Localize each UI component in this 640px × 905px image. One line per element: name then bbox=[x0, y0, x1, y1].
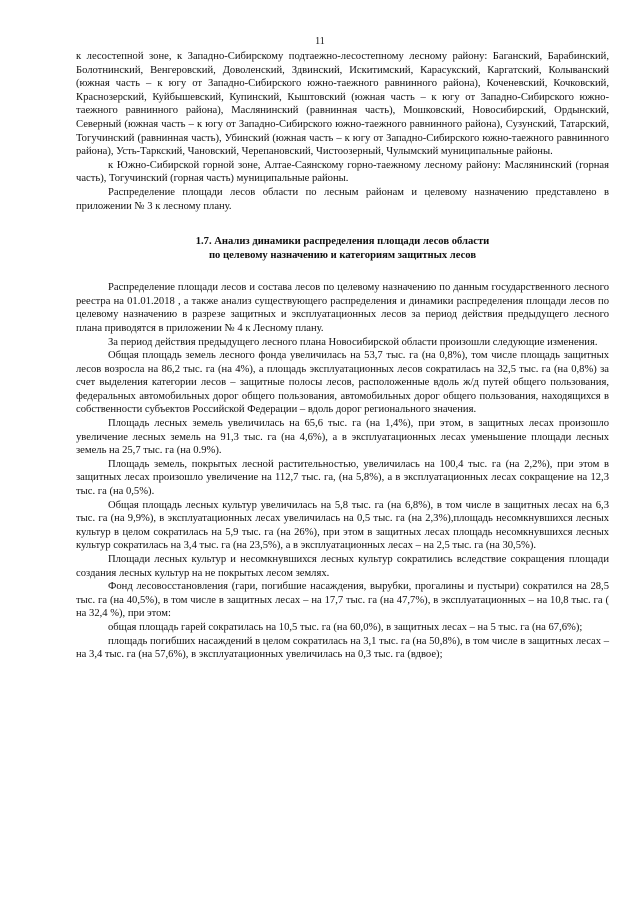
paragraph-distribution-reference: Распределение площади лесов области по лесным районам и целевому назначению представлено в приложении № 3 к лесному плану. bbox=[76, 186, 609, 212]
paragraph-analysis-intro: Распределение площади лесов и состава лесов по целевому назначению по данным государственного лесного реестра на 01.01.2018 , а также анализ существующего распределения и динамики распределения площади лесов по целевому назначению в разрезе защитных и эксплуатационных лесов за период действия предыдущего лесного плана приводятся в приложении № 4 к Лесному плану. bbox=[76, 282, 609, 334]
section-heading bbox=[76, 235, 609, 263]
paragraph-forest-cultures: Общая площадь лесных культур увеличилась на 5,8 тыс. га (на 6,8%), в том числе в защитных лесах на 6,3 тыс. га (на 9,9%), в эксплуатационных лесах увеличилась на 0,5 тыс. га (на 2,3%),площадь несомкнувшихся лесных культур в целом сократилась на 5,9 тыс. га (на 26%), при этом в защитных лесах площадь несомкнувшихся лесных культур сократилась на 3,4 тыс. га (на 23,5%), а в эксплуатационных лесах – на 2,5 тыс. га (на 30,5%). bbox=[76, 499, 609, 552]
section-heading-line-1: 1.7. Анализ динамики распределения площади лесов области bbox=[195, 236, 490, 248]
paragraph-cultures-decrease: Площади лесных культур и несомкнувшихся лесных культур сократились вследствие сокращения площади создания лесных культур на не покрытых лесом землях. bbox=[76, 554, 609, 579]
paragraph-forest-lands: Площадь лесных земель увеличилась на 65,6 тыс. га (на 1,4%), при этом, в защитных лесах произошло увеличение лесных земель на 91,3 тыс. га (на 4,6%), а в эксплуатационных лесах уменьшение площади лесных земель на 25,7 тыс. га (на 0.9%). bbox=[76, 418, 609, 457]
document-body bbox=[76, 50, 609, 662]
paragraph-total-area: Общая площадь земель лесного фонда увеличилась на 53,7 тыс. га (на 0,8%), том числе площадь защитных лесов возросла на 86,2 тыс. га (на 4%), а площадь эксплуатационных лесов сократилась на 32,5 тыс. га (на 0,8%) за счет выделения категории лесов – защитные полосы лесов, расположенные вдоль ж/д путей общего пользования, федеральных автомобильных дорог общего пользования, автомобильных дорог общего пользования, находящихся в собственности субъектов Российской Федерации – вдоль дорог регионального значения. bbox=[76, 350, 609, 416]
paragraph-dead-stands: площадь погибших насаждений в целом сократилась на 3,1 тыс. га (на 50,8%), в том числе в защитных лесах – на 3,4 тыс. га (на 57,6%), в эксплуатационных увеличилась на 0,3 тыс. га (вдвое); bbox=[76, 635, 609, 661]
paragraph-covered-lands: Площадь земель, покрытых лесной растительностью, увеличилась на 100,4 тыс. га (на 2,2%), при этом в защитных лесах произошло увеличение на 112,7 тыс. га, (на 5,8%), а в эксплуатационных лесах сокращение на 12,3 тыс. га (на 0,5%). bbox=[76, 458, 609, 498]
paragraph-forest-steppe-zone: к лесостепной зоне, к Западно-Сибирскому подтаежно-лесостепному лесному району: Баганский, Барабинский, Болотнинский, Венгеровский, Доволенский, Здвинский, Искитимский, Карасукский, Каргатский, Колыванский (южная часть – к югу от Западно-Сибирского южно-таежного равнинного района), Коченевский, Кочковский, Краснозерский, Куйбышевский, Купинский, Кыштовский (южная часть – к югу от Западно-Сибирского южно-таежного равнинного района), Маслянинский (равнинная часть), Мошковский, Новосибирский, Ордынский, Северный (южная часть – к югу от Западно-Сибирского южно-таежного равнинного района), Сузунский, Татарский, Тогучинский (равнинная часть), Убинский (южная часть – к югу от Западно-Сибирского южно-таежного равнинного района), Усть-Таркский, Чановский, Черепановский, Чистоозерный, Чулымский муниципальные районы. bbox=[76, 51, 609, 158]
paragraph-burned-areas: общая площадь гарей сократилась на 10,5 тыс. га (на 60,0%), в защитных лесах – на 5 тыс. га (на 67,6%); bbox=[108, 621, 583, 633]
paragraph-changes-intro: За период действия предыдущего лесного плана Новосибирской области произошли следующие изменения. bbox=[108, 336, 598, 348]
page-number: 11 bbox=[315, 36, 325, 47]
paragraph-mountain-zone: к Южно-Сибирской горной зоне, Алтае-Саянскому горно-таежному лесному району: Маслянинский (горная часть), Тогучинский (горная часть) муниципальные районы. bbox=[76, 159, 609, 185]
section-heading-line-2: по целевому назначению и категориям защитных лесов bbox=[208, 250, 477, 262]
paragraph-reforestation-fund: Фонд лесовосстановления (гари, погибшие насаждения, вырубки, прогалины и пустыри) сократился на 28,5 тыс. га (на 40,5%), в том числе в защитных лесах – на 17,7 тыс. га (на 47,7%), в эксплуатационных – на 10,8 тыс. га ( на 32,4 %), при этом: bbox=[76, 581, 609, 620]
